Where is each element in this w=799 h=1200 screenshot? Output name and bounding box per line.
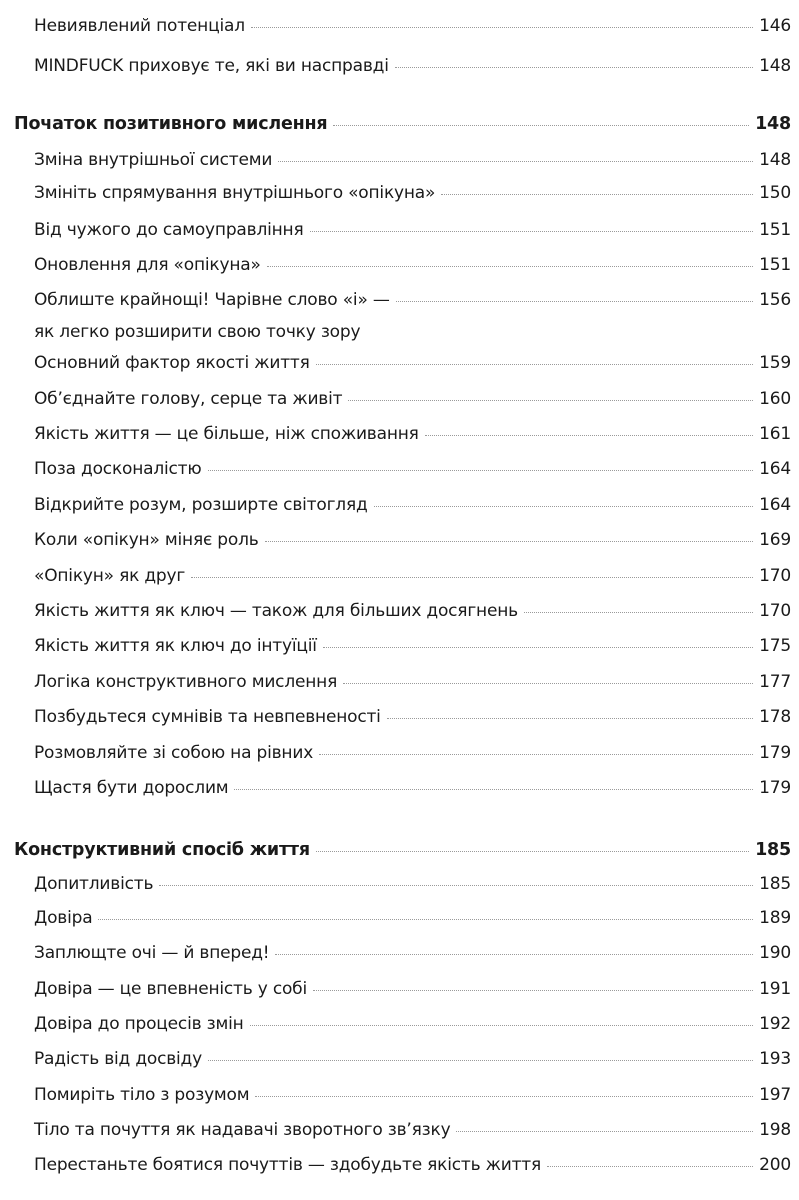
toc-entry-title: Поза досконалістю (34, 459, 202, 479)
toc-section-heading (14, 840, 791, 860)
toc-entry-title: Об’єднайте голову, серце та живіт (34, 389, 343, 409)
toc-entry (34, 290, 791, 342)
toc-section-page: 148 (755, 114, 791, 134)
toc-entry-page: 177 (759, 672, 791, 692)
toc-entry (34, 943, 791, 963)
toc-entry (34, 743, 791, 763)
toc-entry (34, 495, 791, 515)
toc-entry (34, 150, 791, 170)
toc-entry-page: 185 (759, 874, 791, 894)
toc-section-page: 185 (755, 840, 791, 860)
toc-entry-title: Якість життя як ключ — також для більших досягнень (34, 601, 518, 621)
toc-entry (34, 56, 791, 76)
dot-leader (323, 647, 753, 648)
toc-entry-page: 198 (759, 1120, 791, 1140)
toc-entry (34, 424, 791, 444)
toc-entry-title: Логіка конструктивного мислення (34, 672, 338, 692)
toc-entry-title: Змініть спрямування внутрішнього «опікуна» (34, 183, 436, 203)
toc-entry (34, 672, 791, 692)
toc-entry-page: 175 (759, 636, 791, 656)
toc-entry-title: Якість життя — це більше, ніж споживання (34, 424, 419, 444)
toc-entry-title: Коли «опікун» міняє роль (34, 530, 259, 550)
dot-leader (208, 1060, 753, 1061)
dot-leader (265, 541, 753, 542)
dot-leader (374, 506, 753, 507)
dot-leader (348, 400, 753, 401)
dot-leader (255, 1096, 753, 1097)
toc-entry-title: Довіра (34, 908, 93, 928)
toc-entry (34, 979, 791, 999)
toc-entry-page: 151 (759, 220, 791, 240)
dot-leader (313, 990, 753, 991)
toc-entry (34, 778, 791, 798)
toc-entry-title: Тіло та почуття як надавачі зворотного зв’язку (34, 1120, 451, 1140)
toc-entry (34, 874, 791, 894)
dot-leader (98, 919, 753, 920)
toc-entry (34, 389, 791, 409)
dot-leader (267, 266, 753, 267)
dot-leader (191, 577, 753, 578)
toc-entry-page: 170 (759, 601, 791, 621)
dot-leader (343, 683, 753, 684)
dot-leader (316, 364, 753, 365)
dot-leader (456, 1131, 753, 1132)
dot-leader (234, 789, 753, 790)
toc-entry-page: 151 (759, 255, 791, 275)
toc-entry (34, 1120, 791, 1140)
toc-entry-title: Відкрийте розум, розширте світогляд (34, 495, 368, 515)
toc-entry-title: Якість життя як ключ до інтуїції (34, 636, 317, 656)
toc-entry-title: Невиявлений потенціал (34, 16, 245, 36)
dot-leader (387, 718, 753, 719)
toc-entry-title (34, 290, 390, 342)
toc-entry-page: 197 (759, 1085, 791, 1105)
toc-entry-page: 189 (759, 908, 791, 928)
dot-leader (547, 1166, 753, 1167)
toc-entry-page: 159 (759, 353, 791, 373)
toc-entry (34, 16, 791, 36)
toc-entry-title: Зміна внутрішньої системи (34, 150, 273, 170)
toc-entry (34, 1155, 791, 1175)
toc-entry-title: Допитливість (34, 874, 154, 894)
toc-entry-title-line: Облиште крайнощі! Чарівне слово «і» — (34, 290, 390, 310)
toc-entry-title: Перестаньте боятися почуттів — здобудьте якість життя (34, 1155, 542, 1175)
toc-entry (34, 908, 791, 928)
toc-entry-page: 150 (759, 183, 791, 203)
toc-entry-page: 170 (759, 566, 791, 586)
toc-section-title: Конструктивний спосіб життя (14, 840, 310, 860)
toc-entry (34, 220, 791, 240)
toc-entry-page: 148 (759, 56, 791, 76)
toc-entry-page: 179 (759, 743, 791, 763)
dot-leader (396, 301, 753, 302)
dot-leader (316, 851, 749, 852)
dot-leader (395, 67, 753, 68)
toc-entry-page: 164 (759, 495, 791, 515)
toc-entry-page: 148 (759, 150, 791, 170)
toc-entry-title: «Опікун» як друг (34, 566, 186, 586)
dot-leader (524, 612, 753, 613)
toc-entry-title: Радість від досвіду (34, 1049, 202, 1069)
dot-leader (251, 27, 753, 28)
dot-leader (319, 754, 753, 755)
toc-entry (34, 566, 791, 586)
toc-entry (34, 183, 791, 203)
toc-entry (34, 530, 791, 550)
dot-leader (159, 885, 753, 886)
toc-entry-title: Розмовляйте зі собою на рівних (34, 743, 314, 763)
toc-entry-title: Помиріть тіло з розумом (34, 1085, 250, 1105)
toc-entry (34, 1085, 791, 1105)
toc-entry (34, 459, 791, 479)
toc-entry (34, 601, 791, 621)
toc-entry (34, 636, 791, 656)
dot-leader (333, 125, 749, 126)
toc-entry-title: Довіра до процесів змін (34, 1014, 244, 1034)
toc-entry-title: Довіра — це впевненість у собі (34, 979, 307, 999)
toc-entry-title: Щастя бути дорослим (34, 778, 229, 798)
toc-entry-title: Заплющте очі — й вперед! (34, 943, 270, 963)
toc-entry (34, 1049, 791, 1069)
toc-entry-page: 190 (759, 943, 791, 963)
dot-leader (425, 435, 753, 436)
toc-entry (34, 255, 791, 275)
toc-entry-page: 192 (759, 1014, 791, 1034)
toc-entry-title: MINDFUCK приховує те, які ви насправді (34, 56, 389, 76)
toc-entry-page: 146 (759, 16, 791, 36)
toc-entry (34, 707, 791, 727)
dot-leader (278, 161, 753, 162)
dot-leader (250, 1025, 753, 1026)
dot-leader (275, 954, 753, 955)
toc-entry-title: Оновлення для «опікуна» (34, 255, 261, 275)
toc-entry-page: 160 (759, 389, 791, 409)
toc-entry-page: 179 (759, 778, 791, 798)
toc-entry-page: 191 (759, 979, 791, 999)
toc-entry-page: 178 (759, 707, 791, 727)
toc-entry-title: Від чужого до самоуправління (34, 220, 304, 240)
toc-section-heading (14, 114, 791, 134)
toc-entry-page: 169 (759, 530, 791, 550)
toc-entry-page: 200 (759, 1155, 791, 1175)
toc-entry-page: 193 (759, 1049, 791, 1069)
dot-leader (310, 231, 754, 232)
toc-entry (34, 353, 791, 373)
dot-leader (441, 194, 753, 195)
dot-leader (208, 470, 754, 471)
toc-entry-title-line: як легко розширити свою точку зору (34, 322, 361, 342)
toc-entry-title: Позбудьтеся сумнівів та невпевненості (34, 707, 381, 727)
toc-entry-page: 164 (759, 459, 791, 479)
toc-entry (34, 1014, 791, 1034)
toc-entry-page: 161 (759, 424, 791, 444)
toc-entry-title: Основний фактор якості життя (34, 353, 310, 373)
toc-entry-page: 156 (759, 290, 791, 310)
toc-section-title: Початок позитивного мислення (14, 114, 328, 134)
